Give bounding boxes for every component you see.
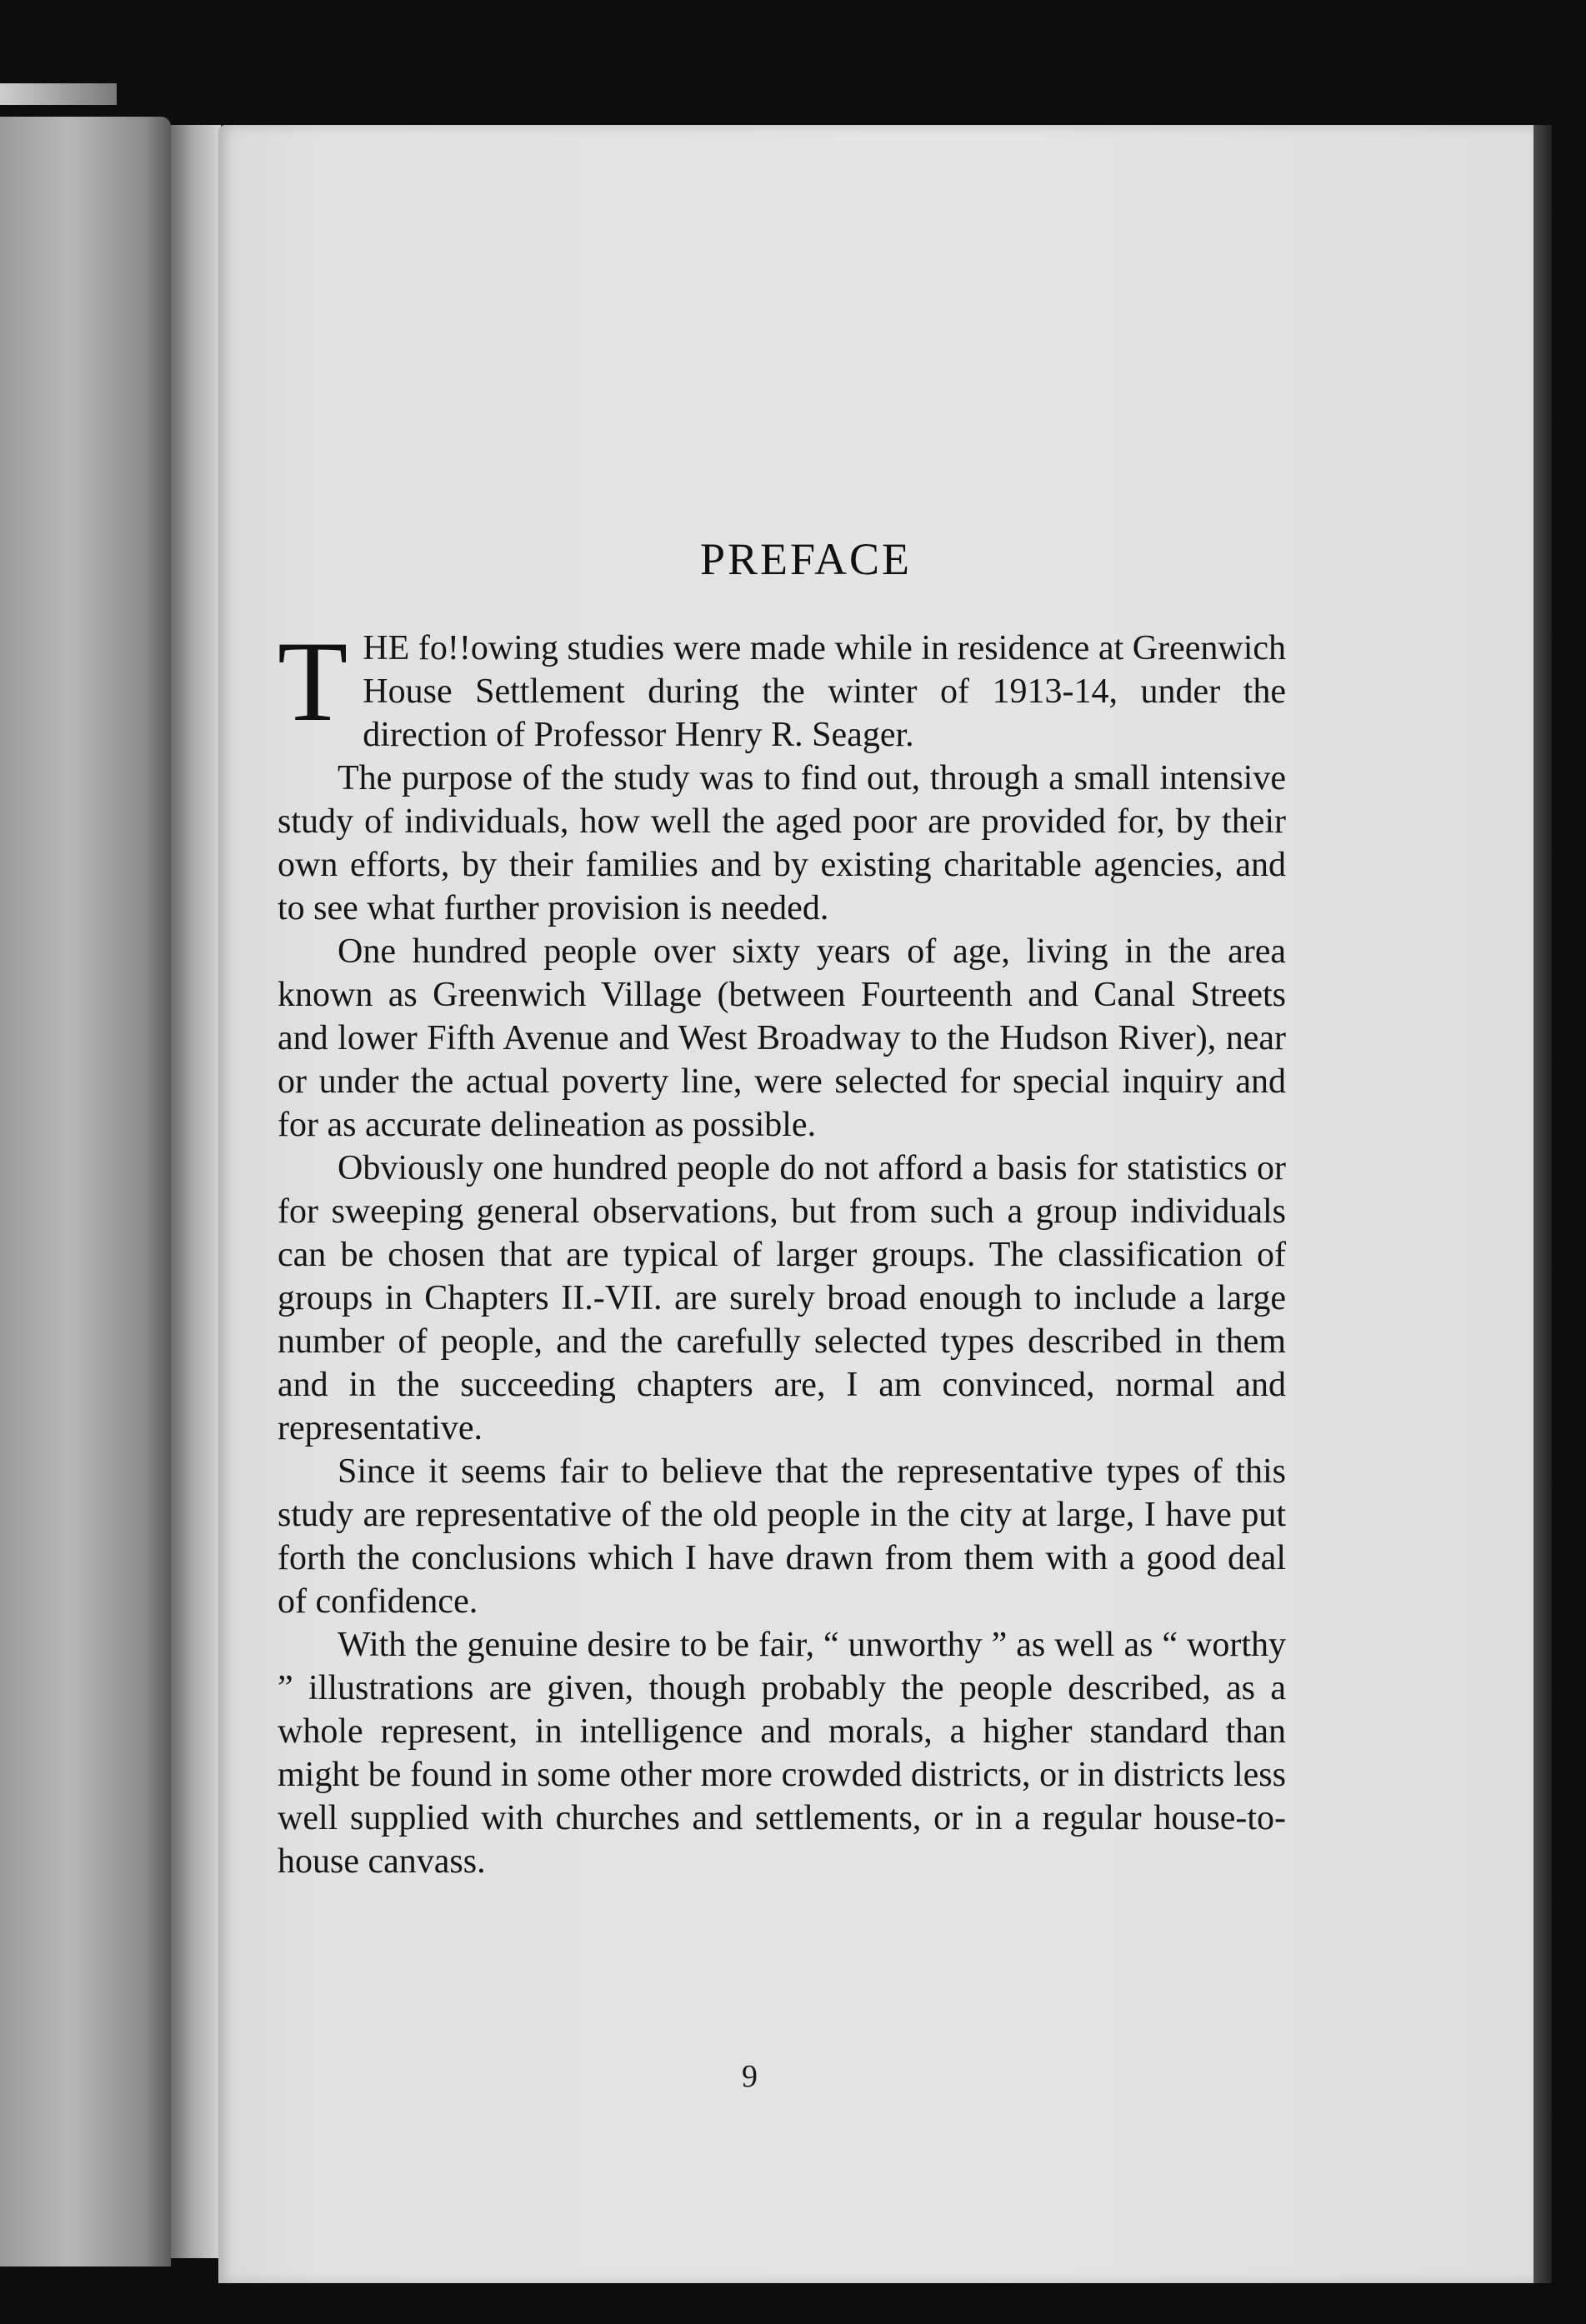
paragraph-5: Since it seems fair to believe that the representative types of this study are representative of the old people in the city at large, I have put forth the conclusions which I have drawn from them with a good deal of confidence. [278,1452,1286,1621]
paragraph-4: Obviously one hundred people do not afford a basis for statistics or for sweeping general observations, but from such a group individuals can be chosen that are typical of larger groups. The classification of groups in Chapters II.-VII. are surely broad enough to include a large number of people, and the carefully selected types described in them and in the succeeding chapters are, I am convinced, normal and representative. [278,1149,1286,1447]
preface-content [278,533,1286,1883]
paragraph-3: One hundred people over sixty years of age, living in the area known as Greenwich Village (between Fourteenth and Canal Streets and lower Fifth Avenue and West Broadway to the Hudson River), near or under the actual poverty line, were selected for special inquiry and for as accurate delineation as possible. [278,932,1286,1144]
paragraph-2: The purpose of the study was to find out, through a small intensive study of individuals, how well the aged poor are provided for, by their own efforts, by their families and by existing charitable agencies, and to see what further provision is needed. [278,759,1286,927]
left-page [0,117,171,2267]
page-edge [1533,125,1552,2283]
drop-cap: T [278,617,348,745]
book-gutter [171,125,221,2258]
paragraph-6: With the genuine desire to be fair, “ unworthy ” as well as “ worthy ” illustrations are given, though probably the people described, as a whole represent, in intelligence and morals, a higher standard than might be found in some other more crowded districts, or in districts less well supplied with churches and settlements, or in a regular house-to-house canvass. [278,1626,1286,1881]
page-title: PREFACE [699,534,913,584]
paragraph-1 [278,617,1286,757]
page-number: 9 [742,2059,758,2094]
book-edge-strip [0,83,117,105]
paragraph-1-text: HE fo!!owing studies were made while in residence at Greenwich House Settlement during the winter of 1913-14, under the direction of Professor Henry R. Seager. [363,629,1286,754]
